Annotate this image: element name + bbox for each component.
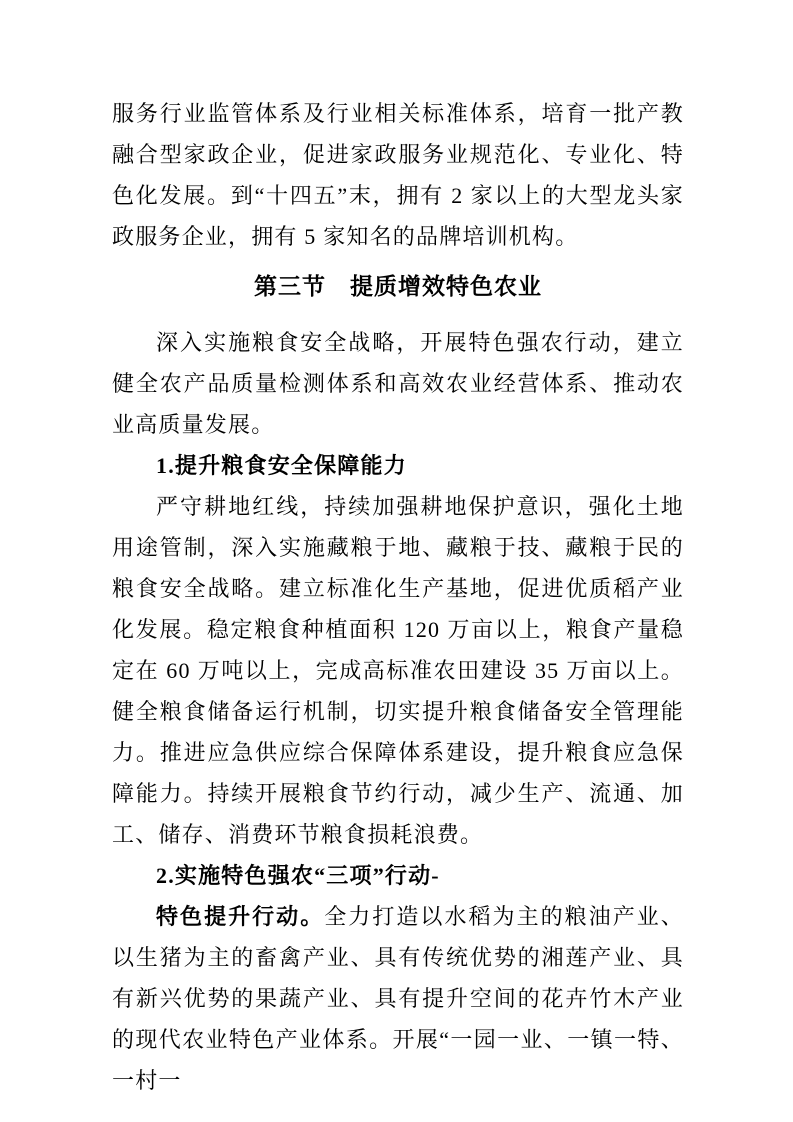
paragraph-feature-action-lead: 特色提升行动。 bbox=[156, 904, 325, 929]
paragraph-grain-security: 严守耕地红线，持续加强耕地保护意识，强化土地用途管制，深入实施藏粮于地、藏粮于技、藏粮于民的粮食安全战略。建立标准化生产基地，促进优质稻产业化发展。稳定粮食种植面积 120 万亩以上，粮食产量稳定在 60 万吨以上，完成高标准农田建设 35 万亩以上。健全粮食储备运行机制，切实提升粮食储备安全管理能力。推进应急供应综合保障体系建设，提升粮食应急保障能力。持续开展粮食节约行动，减少生产、流通、加工、储存、消费环节粮食损耗浪费。 bbox=[112, 494, 684, 847]
subheading-three-actions: 2.实施特色强农“三项”行动- bbox=[156, 863, 440, 888]
paragraph-feature-action bbox=[112, 896, 684, 1101]
subheading-grain-security: 1.提升粮食安全保障能力 bbox=[156, 453, 407, 478]
continuation-paragraph: 服务行业监管体系及行业相关标准体系，培育一批产教融合型家政企业，促进家政服务业规范化、专业化、特色化发展。到“十四五”末，拥有 2 家以上的大型龙头家政服务企业，拥有 5 家知名的品牌培训机构。 bbox=[112, 101, 684, 249]
paragraph-feature-action-body: 全力打造以水稻为主的粮油产业、以生猪为主的畜禽产业、具有传统优势的湘莲产业、具有新兴优势的果蔬产业、具有提升空间的花卉竹木产业的现代农业特色产业体系。开展“一园一业、一镇一特、一村一 bbox=[112, 904, 684, 1093]
document-content bbox=[112, 93, 684, 1101]
intro-paragraph: 深入实施粮食安全战略，开展特色强农行动，建立健全农产品质量检测体系和高效农业经营体系、推动农业高质量发展。 bbox=[112, 330, 684, 437]
section-heading: 第三节 提质增效特色农业 bbox=[254, 273, 542, 299]
